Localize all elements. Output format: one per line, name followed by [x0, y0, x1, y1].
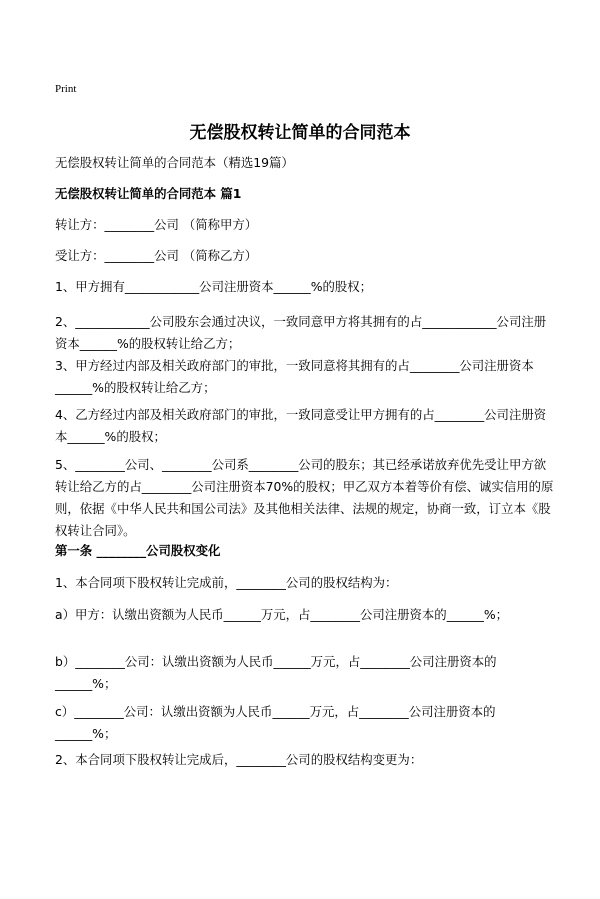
paragraph-transferor: 转让方：________公司 （简称甲方） — [55, 217, 258, 232]
paragraph-2: 2、____________公司股东会通过决议，一致同意甲方将其拥有的占____________公司注册资本______%的股权转让给乙方； — [55, 314, 547, 351]
paragraph-item-a: a）甲方：认缴出资额为人民币______万元，占________公司注册资本的______%； — [55, 607, 509, 622]
paragraph-before-structure: 1、本合同项下股权转让完成前，________公司的股权结构为： — [55, 575, 398, 590]
paragraph-1: 1、甲方拥有____________公司注册资本______%的股权； — [55, 279, 373, 294]
paragraph-4: 4、乙方经过内部及相关政府部门的审批，一致同意受让甲方拥有的占________公司注册资本______%的股权； — [55, 407, 547, 444]
paragraph-item-c: c）________公司：认缴出资额为人民币______万元，占________公司注册资本的______%； — [55, 704, 496, 741]
document-title: 无偿股权转让简单的合同范本 — [189, 123, 411, 143]
paragraph-5: 5、________公司、________公司系________公司的股东；其已经承诺放弃优先受让甲方欲转让给乙方的占________公司注册资本70%的股权；甲乙双方本着等价有偿、诚实信用的原则，依据《中华人民共和国公司法》及其他相关法律、法规的规定，协商一致，订立本《股权转让合同》。 — [55, 457, 554, 538]
paragraph-transferee: 受让方：________公司 （简称乙方） — [55, 248, 258, 263]
paragraph-item-b: b）________公司：认缴出资额为人民币______万元，占________公司注册资本的______%； — [55, 654, 497, 691]
article-1-heading: 第一条 ________公司股权变化 — [55, 543, 221, 558]
paragraph-3: 3、甲方经过内部及相关政府部门的审批，一致同意将其拥有的占________公司注册资本______%的股权转让给乙方； — [55, 358, 534, 395]
section-heading: 无偿股权转让简单的合同范本 篇1 — [55, 186, 242, 201]
print-label[interactable]: Print — [55, 83, 77, 95]
document-subtitle: 无偿股权转让简单的合同范本（精选19篇） — [55, 155, 294, 170]
paragraph-after-structure: 2、本合同项下股权转让完成后，________公司的股权结构变更为： — [55, 752, 423, 767]
